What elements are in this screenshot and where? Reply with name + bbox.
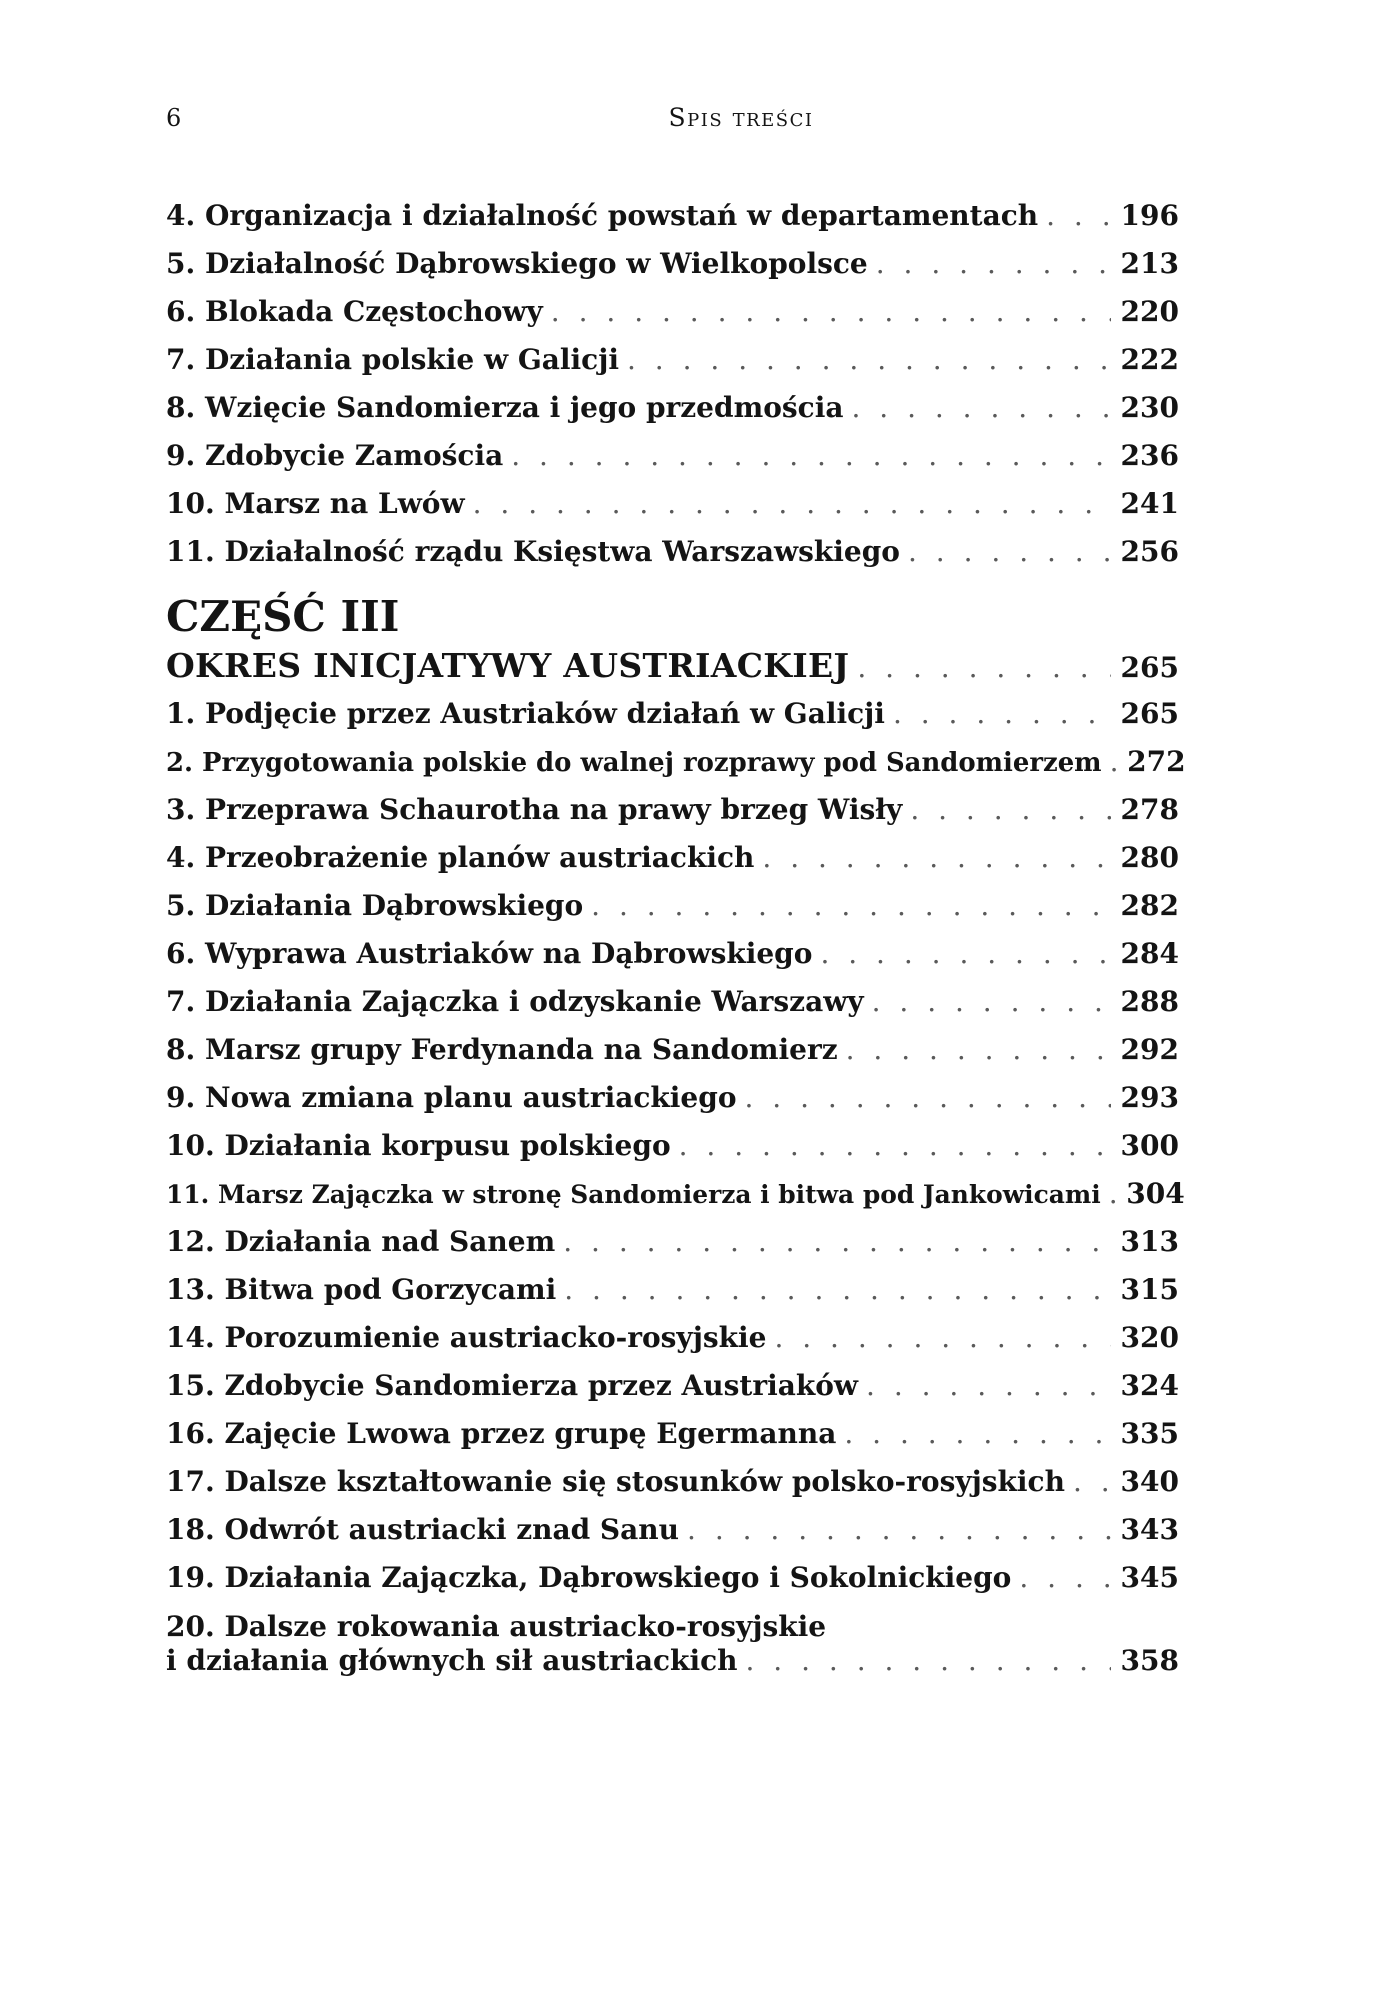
toc-entry-title: 1. Podjęcie przez Austriaków działań w Galicji: [166, 697, 885, 730]
dot-leader: [687, 1506, 1111, 1554]
part-page-number: 265: [1120, 651, 1179, 684]
toc-entry[interactable]: [166, 1266, 1179, 1314]
toc-entry-title: 13. Bitwa pod Gorzycami: [166, 1273, 557, 1306]
toc-entry-page: 358: [1120, 1644, 1179, 1677]
part-label: CZĘŚĆ III: [166, 592, 400, 641]
toc-entry-multiline[interactable]: [166, 1610, 1179, 1678]
dot-leader: [473, 480, 1111, 528]
toc-entry-title: 6. Blokada Częstochowy: [166, 295, 543, 328]
toc-section-part: [166, 690, 1186, 1602]
dot-leader: [1110, 738, 1118, 786]
dot-leader: [893, 690, 1111, 738]
dot-leader: [1073, 1458, 1111, 1506]
dot-leader: [746, 1644, 1112, 1678]
toc-entry[interactable]: [166, 384, 1179, 432]
toc-entry-title: 18. Odwrót austriacki znad Sanu: [166, 1513, 680, 1546]
dot-leader: [1046, 192, 1111, 240]
toc-entry-page: 324: [1120, 1369, 1179, 1402]
dot-leader: [846, 1026, 1111, 1074]
dot-leader: [762, 834, 1111, 882]
toc-entry-title: 16. Zajęcie Lwowa przez grupę Egermanna: [166, 1417, 837, 1450]
toc-entry-page: 315: [1120, 1273, 1179, 1306]
toc-entry-page: 335: [1120, 1417, 1179, 1450]
toc-entry-page: 282: [1120, 889, 1179, 922]
toc-entry-page: 280: [1120, 841, 1179, 874]
dot-leader: [511, 432, 1111, 480]
toc-entry[interactable]: [166, 1506, 1179, 1554]
toc-entry-title: 11. Marsz Zajączka w stronę Sandomierza i bitwa pod Jankowicami: [166, 1180, 1101, 1209]
toc-entry-page: 265: [1120, 697, 1179, 730]
toc-entry[interactable]: [166, 690, 1179, 738]
toc-entry[interactable]: [166, 1410, 1179, 1458]
dot-leader: [745, 1074, 1112, 1122]
running-head: [166, 98, 1176, 138]
toc-entry-title: 6. Wyprawa Austriaków na Dąbrowskiego: [166, 937, 813, 970]
toc-entry-page: 313: [1120, 1225, 1179, 1258]
dot-leader: [564, 1266, 1111, 1314]
toc-entry[interactable]: [166, 930, 1179, 978]
dot-leader: [876, 240, 1111, 288]
toc-entry-page: 222: [1120, 343, 1179, 376]
toc-entry-title-line1: 20. Dalsze rokowania austriacko-rosyjskie: [166, 1610, 827, 1643]
toc-entry-title: 11. Działalność rządu Księstwa Warszawskiego: [166, 535, 900, 568]
part-title-row[interactable]: [166, 642, 1179, 690]
toc-entry[interactable]: [166, 1458, 1179, 1506]
toc-entry[interactable]: [166, 192, 1179, 240]
toc-entry-title: 4. Przeobrażenie planów austriackich: [166, 841, 755, 874]
toc-entry-title: 7. Działania Zajączka i odzyskanie Warszawy: [166, 985, 864, 1018]
toc-entry[interactable]: [166, 1314, 1179, 1362]
toc-entry-title: 15. Zdobycie Sandomierza przez Austriaków: [166, 1369, 859, 1402]
toc-entry[interactable]: [166, 1170, 1185, 1218]
page-number: 6: [166, 104, 182, 132]
toc-entry-title: 10. Marsz na Lwów: [166, 487, 465, 520]
toc-entry-title: 7. Działania polskie w Galicji: [166, 343, 619, 376]
toc-entry-title: 8. Wzięcie Sandomierza i jego przedmościa: [166, 391, 844, 424]
dot-leader: [627, 336, 1111, 384]
toc-entry-title: 12. Działania nad Sanem: [166, 1225, 556, 1258]
toc-section-before: [166, 192, 1179, 576]
toc-entry-page: 278: [1120, 793, 1179, 826]
toc-entry-page: 272: [1127, 745, 1186, 778]
toc-entry-title: 9. Zdobycie Zamościa: [166, 439, 504, 472]
toc-entry-page: 288: [1120, 985, 1179, 1018]
toc-entry-page: 220: [1120, 295, 1179, 328]
toc-entry-page: 241: [1120, 487, 1179, 520]
toc-entry[interactable]: [166, 834, 1179, 882]
dot-leader: [866, 1362, 1111, 1410]
toc-entry[interactable]: [166, 240, 1179, 288]
dot-leader: [1019, 1554, 1111, 1602]
toc-entry-title: 9. Nowa zmiana planu austriackiego: [166, 1081, 737, 1114]
dot-leader: [591, 882, 1111, 930]
toc-entry[interactable]: [166, 1554, 1179, 1602]
dot-leader: [908, 528, 1111, 576]
dot-leader: [820, 930, 1111, 978]
dot-leader: [851, 384, 1111, 432]
toc-entry[interactable]: [166, 1026, 1179, 1074]
toc-entry-page: 230: [1120, 391, 1179, 424]
toc-entry-title: 10. Działania korpusu polskiego: [166, 1129, 671, 1162]
toc-entry[interactable]: [166, 786, 1179, 834]
toc-entry[interactable]: [166, 288, 1179, 336]
dot-leader: [551, 288, 1111, 336]
toc-entry[interactable]: [166, 978, 1179, 1026]
dot-leader: [774, 1314, 1111, 1362]
dot-leader: [844, 1410, 1111, 1458]
toc-entry-page: 196: [1120, 199, 1179, 232]
toc-entry[interactable]: [166, 1362, 1179, 1410]
toc-entry-page: 236: [1120, 439, 1179, 472]
toc-entry-title: 5. Działania Dąbrowskiego: [166, 889, 584, 922]
toc-entry-page: 213: [1120, 247, 1179, 280]
toc-entry-page: 292: [1120, 1033, 1179, 1066]
toc-entry-title-line2: i działania głównych sił austriackich: [166, 1644, 738, 1677]
toc-entry[interactable]: [166, 480, 1179, 528]
toc-entry-page: 304: [1126, 1177, 1185, 1210]
toc-entry-page: 284: [1120, 937, 1179, 970]
toc-entry[interactable]: [166, 882, 1179, 930]
toc-entry-page: 345: [1120, 1561, 1179, 1594]
part-title: OKRES INICJATYWY AUSTRIACKIEJ: [166, 646, 850, 685]
toc-entry-page: 340: [1120, 1465, 1179, 1498]
toc-entry-page: 343: [1120, 1513, 1179, 1546]
toc-entry-title: 4. Organizacja i działalność powstań w departamentach: [166, 199, 1039, 232]
toc-entry-page: 320: [1120, 1321, 1179, 1354]
toc-entry[interactable]: [166, 1074, 1179, 1122]
running-title: Spis treści: [668, 103, 814, 132]
toc-entry-title: 17. Dalsze kształtowanie się stosunków polsko-rosyjskich: [166, 1465, 1065, 1498]
dot-leader: [563, 1218, 1111, 1266]
dot-leader: [679, 1122, 1111, 1170]
toc-entry-title: 8. Marsz grupy Ferdynanda na Sandomierz: [166, 1033, 838, 1066]
dot-leader: [857, 644, 1111, 692]
toc-entry[interactable]: [166, 336, 1179, 384]
toc-entry-line2: [166, 1644, 1179, 1678]
dot-leader: [872, 978, 1111, 1026]
toc-entry-title: 5. Działalność Dąbrowskiego w Wielkopolsce: [166, 247, 868, 280]
toc-entry-page: 293: [1120, 1081, 1179, 1114]
toc-entry-page: 256: [1120, 535, 1179, 568]
toc-entry-title: 14. Porozumienie austriacko-rosyjskie: [166, 1321, 767, 1354]
toc-entry-title: 19. Działania Zajączka, Dąbrowskiego i Sokolnickiego: [166, 1561, 1012, 1594]
toc-entry-title: 3. Przeprawa Schaurotha na prawy brzeg Wisły: [166, 793, 903, 826]
dot-leader: [1109, 1170, 1117, 1218]
toc-entry[interactable]: [166, 528, 1179, 576]
table-of-contents: [166, 192, 1186, 1678]
dot-leader: [910, 786, 1111, 834]
toc-entry[interactable]: [166, 1122, 1179, 1170]
toc-entry-title: 2. Przygotowania polskie do walnej rozprawy pod Sandomierzem: [166, 748, 1102, 778]
toc-entry[interactable]: [166, 1218, 1179, 1266]
toc-entry[interactable]: [166, 432, 1179, 480]
toc-entry-page: 300: [1120, 1129, 1179, 1162]
toc-entry[interactable]: [166, 738, 1186, 786]
